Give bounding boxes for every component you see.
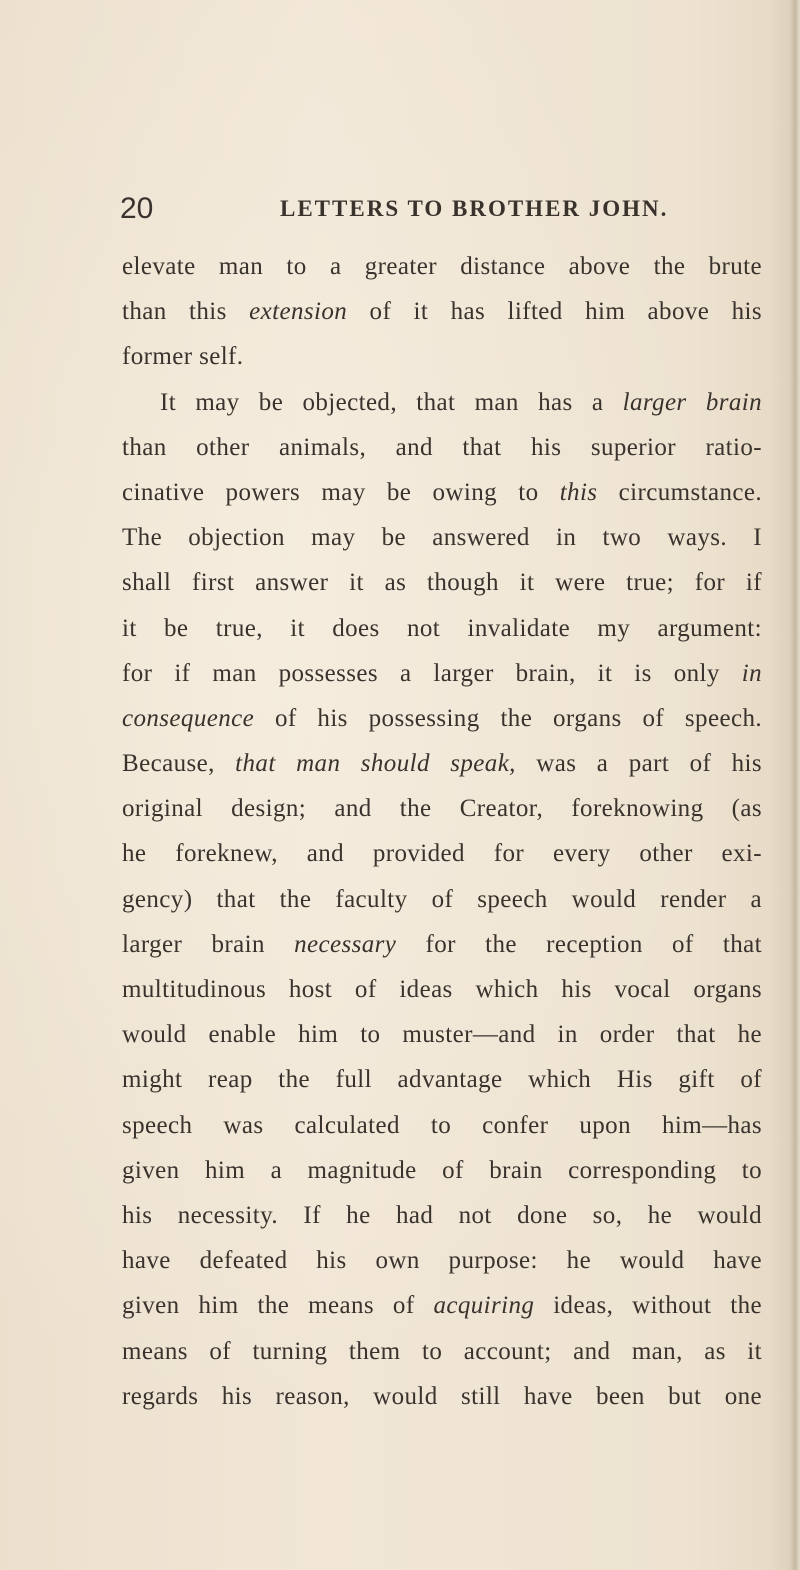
text-run: former self. — [122, 343, 244, 371]
italic-run: necessary — [294, 930, 397, 958]
text-run: it be true, it does not invalidate my argument: — [122, 614, 762, 642]
text-run: for the reception of that — [396, 930, 762, 958]
text-run: shall first answer it as though it were true; for if — [122, 569, 762, 597]
text-line — [122, 786, 762, 831]
text-run: than other animals, and that his superior ratio- — [122, 433, 762, 461]
text-line — [122, 1057, 762, 1102]
text-run: original design; and the Creator, foreknowing (as — [122, 795, 762, 823]
text-line — [122, 244, 762, 289]
text-run: elevate man to a greater distance above the brute — [122, 253, 762, 280]
text-line — [122, 877, 762, 922]
text-run: speech was calculated to confer upon him—has — [122, 1111, 762, 1139]
italic-run: acquiring — [433, 1292, 535, 1320]
text-run: cinative powers may be owing to — [122, 478, 560, 506]
text-line — [122, 922, 762, 967]
text-run: ideas, without the — [534, 1292, 763, 1320]
text-line — [122, 289, 762, 334]
text-line — [122, 560, 762, 605]
text-run: of his possessing the organs of speech. — [254, 704, 762, 732]
text-run: larger brain — [122, 930, 295, 958]
text-run: given him the means of — [122, 1292, 434, 1320]
italic-run: that man should speak, — [235, 750, 516, 778]
page-header — [120, 192, 760, 232]
text-line — [122, 380, 762, 425]
text-line — [122, 606, 762, 651]
text-line — [122, 1329, 762, 1374]
text-run: The objection may be answered in two ways. I — [122, 524, 762, 552]
text-run: might reap the full advantage which His gift of — [122, 1066, 762, 1094]
text-run: he foreknew, and provided for every other exi- — [122, 840, 762, 868]
italic-run: this — [559, 478, 598, 506]
italic-run: in — [741, 659, 762, 687]
body-text — [122, 244, 762, 1419]
text-line — [122, 651, 762, 696]
text-line — [122, 1148, 762, 1193]
text-line — [122, 470, 762, 515]
text-line — [122, 1374, 762, 1419]
text-line — [122, 741, 762, 786]
text-run: given him a magnitude of brain corresponding to — [122, 1156, 762, 1184]
text-line — [122, 1103, 762, 1148]
italic-run: consequence — [122, 704, 255, 732]
text-run: It may be objected, that man has a — [160, 388, 623, 416]
text-run: Because, — [122, 750, 236, 778]
text-line — [122, 334, 762, 379]
text-run: his necessity. If he had not done so, he would — [122, 1201, 762, 1229]
text-line — [122, 696, 762, 741]
text-run: circumstance. — [597, 478, 762, 506]
page-edge-shadow — [790, 0, 800, 1570]
text-run: for if man possesses a larger brain, it is only — [122, 659, 742, 687]
text-line — [122, 831, 762, 876]
text-run: multitudinous host of ideas which his vocal organs — [122, 976, 762, 1003]
text-run: than this — [122, 298, 250, 326]
italic-run: extension — [249, 298, 348, 326]
text-run: of it has lifted him above his — [347, 298, 762, 326]
text-run: would enable him to muster—and in order that he — [122, 1021, 762, 1049]
text-line — [122, 1012, 762, 1057]
page-number: 20 — [120, 192, 154, 225]
text-line — [122, 425, 762, 470]
text-run: means of turning them to account; and man, as it — [122, 1337, 762, 1365]
running-head: LETTERS TO BROTHER JOHN. — [280, 196, 669, 221]
text-run: regards his reason, would still have been but one — [122, 1382, 762, 1410]
text-line — [122, 967, 762, 1012]
text-run: gency) that the faculty of speech would render a — [122, 885, 762, 913]
text-line — [122, 1193, 762, 1238]
text-line — [122, 515, 762, 560]
text-run: was a part of his — [515, 750, 763, 778]
text-line — [122, 1238, 762, 1283]
text-line — [122, 1283, 762, 1328]
italic-run: larger brain — [622, 388, 762, 416]
text-run: have defeated his own purpose: he would have — [122, 1247, 762, 1275]
